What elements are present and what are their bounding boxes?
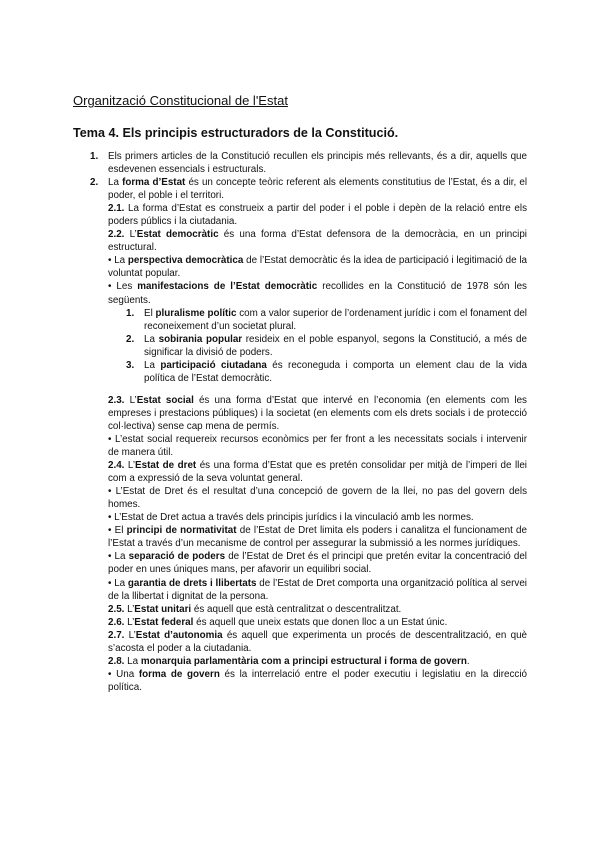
- list-item-2: [90, 176, 527, 202]
- section-number: 2.1.: [108, 203, 125, 215]
- sublist-item-1: [126, 307, 527, 333]
- paragraph-2-6: [108, 616, 527, 629]
- text-run: La: [124, 655, 141, 667]
- text-run: • Una: [108, 668, 139, 680]
- text-run: L’: [124, 616, 135, 628]
- section-number: 2.4.: [108, 460, 125, 472]
- bullet-estat-social: • L’estat social requereix recursos econòmics per fer front a les necessitats socials i intervenir de manera útil.: [108, 433, 527, 459]
- bold-term: forma de govern: [138, 668, 220, 680]
- bold-term: manifestacions de l’Estat democràtic: [137, 281, 318, 293]
- bold-term: garantia de drets i llibertats: [127, 577, 257, 589]
- text-run: L’: [124, 603, 135, 615]
- text-run: El: [144, 307, 156, 319]
- bullet-govern-llei: • L’Estat de Dret és el resultat d’una concepció de govern de la llei, no pas del govern dels homes.: [108, 486, 527, 511]
- list-number: 1.: [126, 307, 135, 319]
- paragraph-2-3: [108, 394, 527, 433]
- section-number: 2.6.: [108, 616, 125, 628]
- bold-term: monarquia parlamentària com a principi estructural i forma de govern: [140, 655, 467, 667]
- bold-term: pluralisme polític: [155, 307, 237, 319]
- bold-term: participació ciutadana: [160, 359, 267, 371]
- bold-term: forma d’Estat: [122, 177, 186, 189]
- text-run: .: [466, 655, 470, 667]
- bullet-garantia-drets: [108, 577, 527, 603]
- text-run: és una forma d’Estat que intervé en l’economia (en elements com les empreses i prestacions públiques) i la societat (en elements com els drets socials i de protecció col·lectiva) sense cap mena de permís.: [108, 394, 527, 432]
- bullet-manifestacions: [108, 280, 527, 306]
- text-run: L’: [124, 394, 137, 406]
- bold-term: Estat democràtic: [136, 229, 219, 241]
- bullet-forma-govern: [108, 668, 527, 694]
- text-run: és aquell que uneix estats que donen lloc a un Estat únic.: [193, 616, 448, 628]
- bold-term: Estat de dret: [135, 460, 197, 472]
- text-run: és reconeguda i comporta un element clau de la vida política de l’Estat democràtic.: [144, 359, 527, 384]
- text-run: L’: [124, 460, 136, 472]
- document-title: Organització Constitucional de l'Estat: [73, 93, 288, 108]
- text-run: de l’Estat democràtic és la idea de participació i legitimació de la voluntat popular.: [108, 255, 527, 280]
- text-run: La: [144, 359, 161, 371]
- section-number: 2.7.: [108, 629, 125, 641]
- text-run: és una forma d’Estat que es pretén consolidar per mitjà de l’imperi de llei com a expressió de la seva voluntat general.: [108, 460, 527, 485]
- sublist-item-2: [126, 333, 527, 359]
- text-run: • La: [108, 255, 128, 267]
- bullet-separacio-poders: [108, 550, 527, 576]
- text-run: La: [144, 333, 159, 345]
- list-number: 1.: [90, 151, 99, 162]
- text-run: resideix en el poble espanyol, segons la Constitució, a més de significar la divisió de poders.: [144, 333, 527, 358]
- bold-term: perspectiva democràtica: [127, 255, 244, 267]
- text-run: • La: [108, 551, 129, 563]
- bullet-principis-juridics: • L’Estat de Dret actua a través dels principis jurídics i la vinculació amb les normes.: [108, 512, 474, 524]
- section-number: 2.3.: [108, 394, 125, 406]
- bullet-perspectiva: [108, 254, 527, 280]
- text-run: L’: [124, 629, 136, 641]
- text-run: de l’Estat de Dret limita els poders i canalitza el funcionament de l’Estat a través d’un mecanisme de control per assegurar la submissió a les normes jurídiques.: [108, 525, 528, 550]
- paragraph-2-5: [108, 603, 527, 616]
- section-number: 2.8.: [108, 655, 125, 667]
- text-run: de l’Estat de Dret comporta una organització política al servei de la llibertat i dignitat de la persona.: [108, 577, 527, 602]
- bold-term: Estat d’autonomia: [135, 629, 223, 641]
- list-number: 2.: [90, 177, 99, 189]
- bold-term: Estat federal: [134, 616, 194, 628]
- sublist-item-3: [126, 359, 527, 385]
- text-run: • La: [108, 577, 128, 589]
- text-run: La: [108, 177, 123, 189]
- text-run: com a valor superior de l’ordenament jurídic i com el fonament del reconeixement d’un societat plural.: [144, 307, 527, 332]
- text-run: La forma d’Estat es construeix a partir del poder i el poble i depèn de la relació entre els poders públics i la ciutadania.: [108, 203, 527, 228]
- paragraph-2-4: [108, 459, 527, 485]
- list-item-1: [90, 150, 527, 176]
- bullet-normativitat: [108, 524, 527, 550]
- text-run: és aquell que experimenta un procés de descentralització, en què s’acosta el poder a la ciutadania.: [108, 629, 528, 654]
- paragraph-text: Els primers articles de la Constitució recullen els principis més rellevants, és a dir, aquells que esdevenen essencials i estructurals.: [108, 151, 527, 176]
- paragraph-2-7: [108, 629, 527, 655]
- bold-term: Estat social: [136, 394, 194, 406]
- text-run: és un concepte teòric referent als elements constitutius de l’Estat, és a dir, el poder, el poble i el territori.: [108, 177, 528, 202]
- text-run: L’: [124, 229, 137, 241]
- text-run: és la interrelació entre el poder executiu i legislatiu en la direcció política.: [108, 668, 527, 693]
- document-body: [90, 150, 527, 694]
- bold-term: separació de poders: [128, 551, 226, 563]
- section-number: 2.5.: [108, 603, 125, 615]
- bold-term: Estat unitari: [134, 603, 192, 615]
- text-run: és una forma d’Estat defensora de la democràcia, en un principi estructural.: [108, 229, 527, 254]
- spacer: [90, 385, 527, 394]
- paragraph-2-8: [108, 655, 527, 668]
- text-run: • El: [108, 525, 127, 537]
- section-number: 2.2.: [108, 229, 125, 241]
- text-run: és aquell que està centralitzat o descentralitzat.: [191, 603, 402, 615]
- list-number: 3.: [126, 359, 135, 371]
- text-run: recollides en la Constitució de 1978 són les següents.: [108, 281, 527, 306]
- list-number: 2.: [126, 333, 135, 345]
- paragraph-2-2: [108, 228, 527, 254]
- paragraph-2-1: [108, 202, 527, 228]
- section-heading: Tema 4. Els principis estructuradors de la Constitució.: [73, 126, 399, 140]
- text-run: de l’Estat de Dret és el principi que pretén evitar la concentració del poder en unes úniques mans, per afavorir un equilibri social.: [108, 551, 527, 576]
- bold-term: sobirania popular: [158, 333, 243, 345]
- text-run: • Les: [108, 281, 138, 293]
- bold-term: principi de normativitat: [126, 525, 237, 537]
